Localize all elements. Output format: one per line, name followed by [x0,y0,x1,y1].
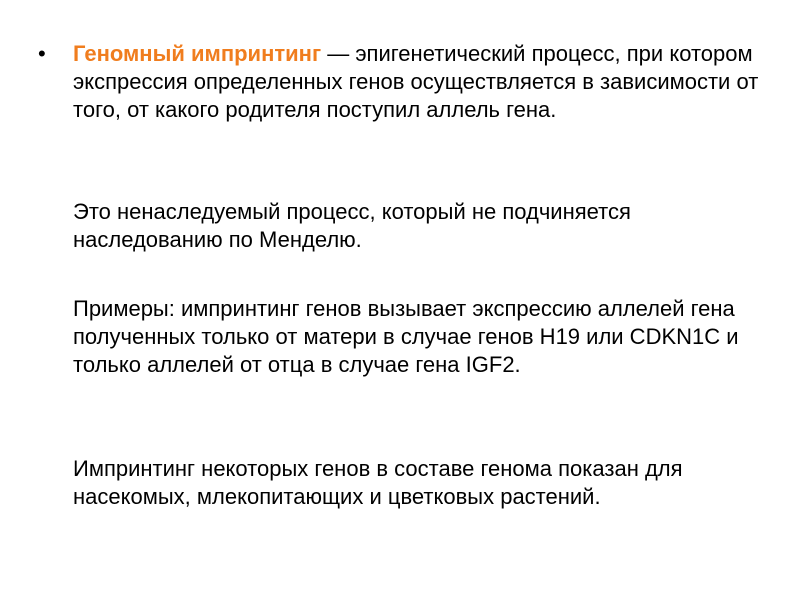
paragraph-non-inherited: Это ненаследуемый процесс, который не подчиняется наследованию по Менделю. [73,199,631,252]
bullet-marker: • [38,41,46,66]
definition-text: — эпигенетический процесс, при котором экспрессия определенных генов осуществляется в зависимости от того, от какого родителя поступил аллель гена. [73,41,759,122]
term-genomic-imprinting: Геномный импринтинг [73,41,322,66]
paragraph-examples: Примеры: импринтинг генов вызывает экспрессию аллелей гена полученных только от матери в случае генов H19 или CDKN1C и только аллелей от отца в случае гена IGF2. [73,296,739,377]
paragraph-definition [73,40,763,124]
paragraph-organisms: Импринтинг некоторых генов в составе генома показан для насекомых, млекопитающих и цветковых растений. [73,456,683,509]
